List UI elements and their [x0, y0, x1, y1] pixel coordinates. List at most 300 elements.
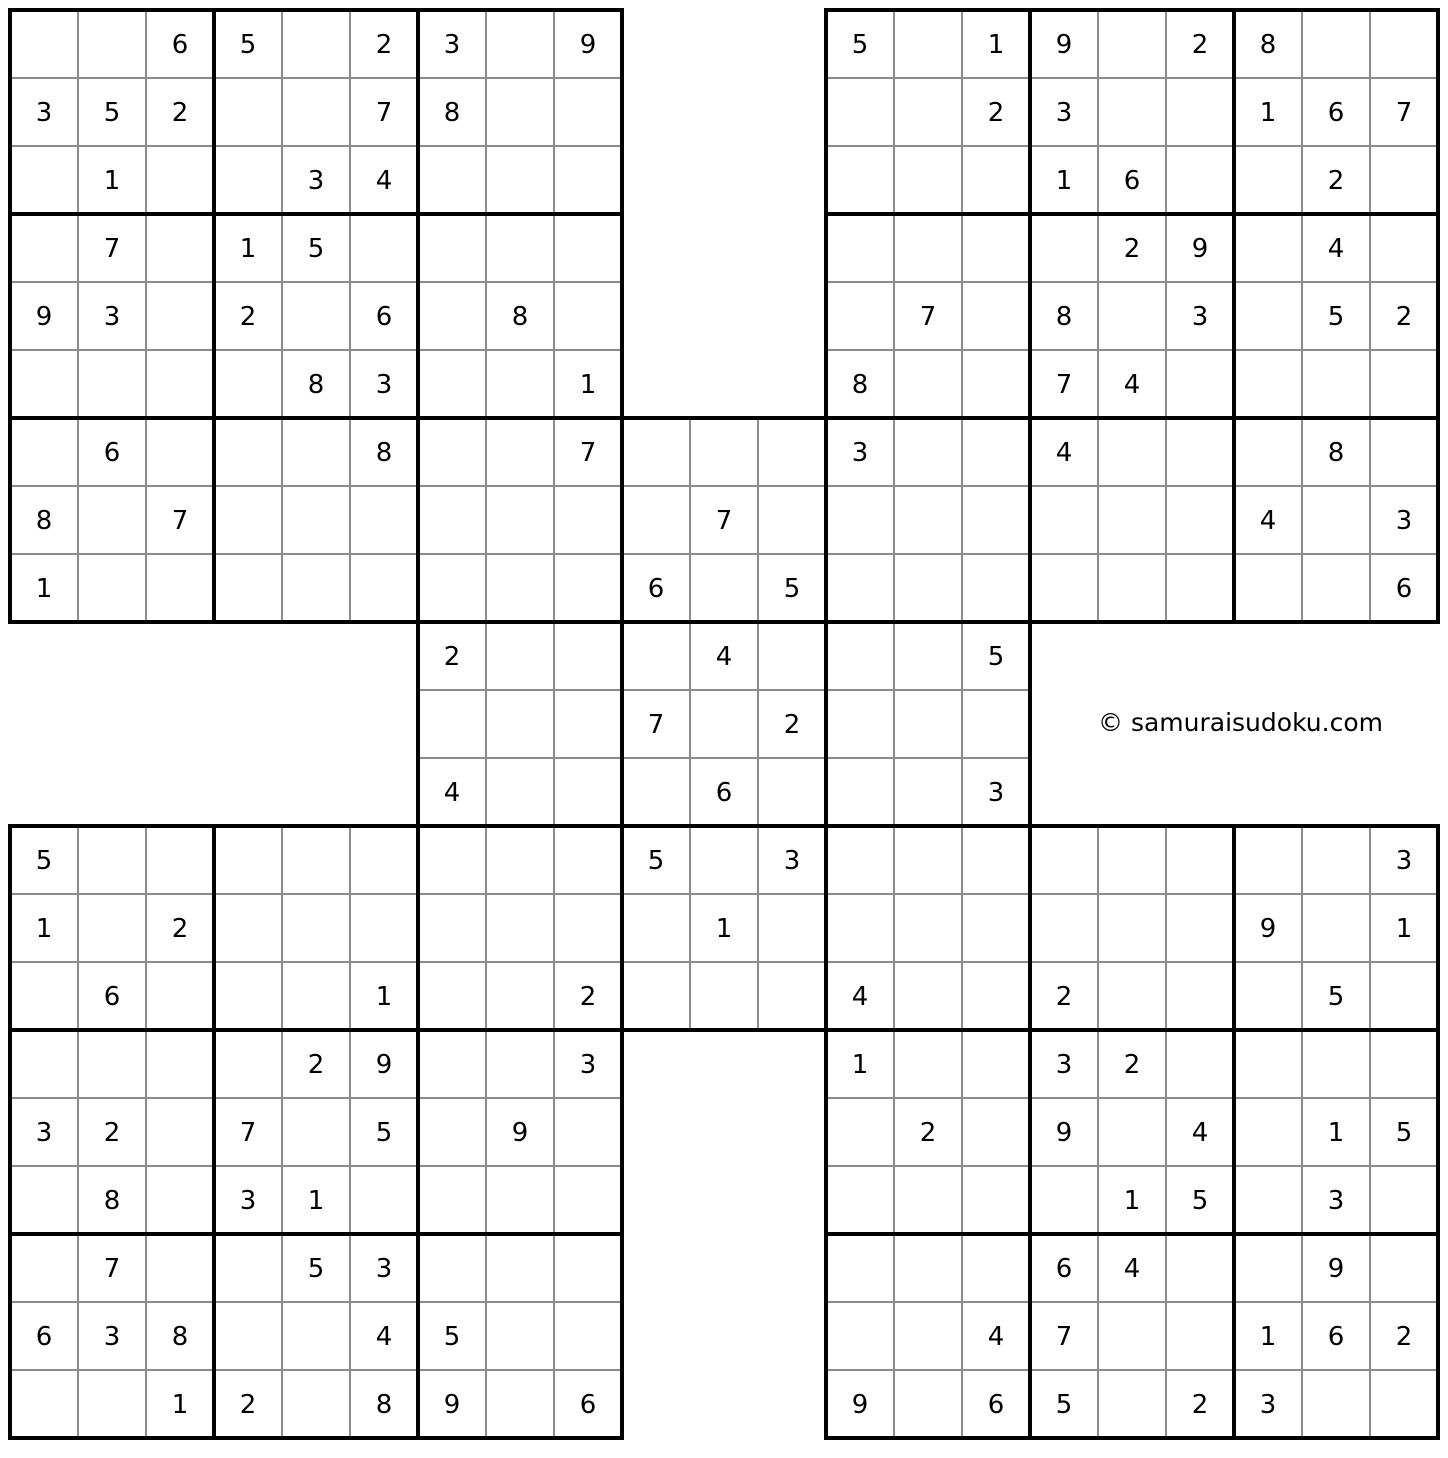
- cell-digit: 2: [1395, 302, 1413, 332]
- cell-digit: 4: [1259, 506, 1277, 536]
- empty-cell[interactable]: [79, 487, 145, 553]
- empty-cell[interactable]: [215, 79, 281, 145]
- empty-cell[interactable]: [147, 827, 213, 893]
- empty-cell[interactable]: [215, 555, 281, 621]
- empty-cell[interactable]: [1371, 351, 1437, 417]
- empty-cell[interactable]: [351, 827, 417, 893]
- cell-digit: 1: [1395, 914, 1413, 944]
- empty-cell[interactable]: [1167, 147, 1233, 213]
- empty-cell[interactable]: [1167, 79, 1233, 145]
- cell-digit: 5: [1191, 1186, 1209, 1216]
- cell-digit: 3: [1327, 1186, 1345, 1216]
- empty-cell[interactable]: [555, 79, 621, 145]
- empty-cell[interactable]: [215, 827, 281, 893]
- empty-cell[interactable]: [1371, 419, 1437, 485]
- empty-cell[interactable]: [1371, 1031, 1437, 1097]
- empty-cell[interactable]: [419, 555, 485, 621]
- empty-cell[interactable]: [1235, 147, 1301, 213]
- empty-cell[interactable]: [895, 555, 961, 621]
- empty-cell[interactable]: [963, 963, 1029, 1029]
- empty-cell[interactable]: [215, 1031, 281, 1097]
- empty-cell[interactable]: [555, 623, 621, 689]
- cell-digit: 1: [987, 30, 1005, 60]
- empty-cell[interactable]: [895, 147, 961, 213]
- empty-cell[interactable]: [487, 963, 553, 1029]
- empty-cell[interactable]: [419, 1167, 485, 1233]
- empty-cell[interactable]: [555, 827, 621, 893]
- empty-cell[interactable]: [1303, 11, 1369, 77]
- empty-cell[interactable]: [351, 215, 417, 281]
- empty-cell[interactable]: [963, 1031, 1029, 1097]
- empty-cell[interactable]: [1303, 1371, 1369, 1437]
- empty-cell[interactable]: [487, 147, 553, 213]
- empty-cell[interactable]: [963, 351, 1029, 417]
- empty-cell[interactable]: [895, 1167, 961, 1233]
- empty-cell[interactable]: [419, 1235, 485, 1301]
- empty-cell[interactable]: [1031, 555, 1097, 621]
- empty-cell[interactable]: [759, 623, 825, 689]
- empty-cell[interactable]: [1167, 827, 1233, 893]
- cell-digit: 9: [1055, 30, 1073, 60]
- empty-cell[interactable]: [147, 1167, 213, 1233]
- empty-cell[interactable]: [215, 351, 281, 417]
- empty-cell[interactable]: [1031, 895, 1097, 961]
- cell-digit: 6: [103, 982, 121, 1012]
- empty-cell[interactable]: [283, 11, 349, 77]
- cell-digit: 5: [307, 1254, 325, 1284]
- empty-cell[interactable]: [1371, 1235, 1437, 1301]
- empty-cell[interactable]: [11, 147, 77, 213]
- empty-cell[interactable]: [1371, 1371, 1437, 1437]
- cell-digit: 3: [375, 1254, 393, 1284]
- empty-cell[interactable]: [963, 487, 1029, 553]
- empty-cell[interactable]: [1167, 487, 1233, 553]
- empty-cell[interactable]: [1235, 1167, 1301, 1233]
- empty-cell[interactable]: [79, 555, 145, 621]
- empty-cell[interactable]: [555, 691, 621, 757]
- cell-digit: 8: [1259, 30, 1277, 60]
- cell-digit: 9: [375, 1050, 393, 1080]
- empty-cell[interactable]: [79, 11, 145, 77]
- empty-cell[interactable]: [963, 419, 1029, 485]
- cell-digit: 1: [715, 914, 733, 944]
- empty-cell[interactable]: [827, 487, 893, 553]
- cell-digit: 9: [1191, 234, 1209, 264]
- empty-cell[interactable]: [11, 963, 77, 1029]
- empty-cell[interactable]: [215, 1235, 281, 1301]
- empty-cell[interactable]: [1099, 1371, 1165, 1437]
- empty-cell[interactable]: [827, 1235, 893, 1301]
- empty-cell[interactable]: [1303, 1031, 1369, 1097]
- cell-digit: 2: [1123, 1050, 1141, 1080]
- empty-cell[interactable]: [283, 1099, 349, 1165]
- cell-digit: 2: [1191, 1390, 1209, 1420]
- empty-cell[interactable]: [1099, 11, 1165, 77]
- empty-cell[interactable]: [419, 283, 485, 349]
- empty-cell[interactable]: [1099, 419, 1165, 485]
- empty-cell[interactable]: [215, 147, 281, 213]
- empty-cell[interactable]: [1303, 827, 1369, 893]
- empty-cell[interactable]: [1099, 283, 1165, 349]
- cell-digit: 8: [375, 438, 393, 468]
- empty-cell[interactable]: [555, 1303, 621, 1369]
- empty-cell[interactable]: [555, 215, 621, 281]
- empty-cell[interactable]: [555, 1099, 621, 1165]
- empty-cell[interactable]: [215, 487, 281, 553]
- empty-cell[interactable]: [827, 1303, 893, 1369]
- cell-digit: 4: [375, 1322, 393, 1352]
- empty-cell[interactable]: [79, 1031, 145, 1097]
- cell-digit: 5: [1055, 1390, 1073, 1420]
- empty-cell[interactable]: [419, 419, 485, 485]
- empty-cell[interactable]: [895, 11, 961, 77]
- empty-cell[interactable]: [215, 963, 281, 1029]
- cell-digit: 5: [851, 30, 869, 60]
- empty-cell[interactable]: [1099, 895, 1165, 961]
- empty-cell[interactable]: [1235, 351, 1301, 417]
- cell-digit: 3: [35, 98, 53, 128]
- empty-cell[interactable]: [283, 1371, 349, 1437]
- empty-cell[interactable]: [895, 215, 961, 281]
- empty-cell[interactable]: [1031, 1167, 1097, 1233]
- empty-cell[interactable]: [1031, 215, 1097, 281]
- empty-cell[interactable]: [759, 759, 825, 825]
- empty-cell[interactable]: [147, 351, 213, 417]
- empty-cell[interactable]: [283, 1303, 349, 1369]
- empty-cell[interactable]: [283, 895, 349, 961]
- cell-digit: 1: [35, 914, 53, 944]
- empty-cell[interactable]: [691, 963, 757, 1029]
- empty-cell[interactable]: [487, 215, 553, 281]
- empty-cell[interactable]: [623, 623, 689, 689]
- cell-digit: 7: [239, 1118, 257, 1148]
- empty-cell[interactable]: [1167, 351, 1233, 417]
- empty-cell[interactable]: [691, 419, 757, 485]
- empty-cell[interactable]: [79, 895, 145, 961]
- cell-digit: 2: [171, 914, 189, 944]
- empty-cell[interactable]: [1235, 555, 1301, 621]
- empty-cell[interactable]: [215, 419, 281, 485]
- cell-digit: 4: [987, 1322, 1005, 1352]
- empty-cell[interactable]: [1167, 555, 1233, 621]
- empty-cell[interactable]: [351, 895, 417, 961]
- cell-digit: 3: [307, 166, 325, 196]
- empty-cell[interactable]: [487, 1371, 553, 1437]
- empty-cell[interactable]: [11, 1031, 77, 1097]
- cell-digit: 3: [443, 30, 461, 60]
- empty-cell[interactable]: [419, 1031, 485, 1097]
- cell-digit: 1: [851, 1050, 869, 1080]
- empty-cell[interactable]: [1167, 419, 1233, 485]
- empty-cell[interactable]: [759, 963, 825, 1029]
- cell-digit: 6: [375, 302, 393, 332]
- empty-cell[interactable]: [11, 1167, 77, 1233]
- empty-cell[interactable]: [827, 283, 893, 349]
- empty-cell[interactable]: [147, 1099, 213, 1165]
- empty-cell[interactable]: [419, 487, 485, 553]
- cell-digit: 7: [1055, 1322, 1073, 1352]
- empty-cell[interactable]: [1099, 827, 1165, 893]
- empty-cell[interactable]: [147, 1031, 213, 1097]
- empty-cell[interactable]: [895, 487, 961, 553]
- empty-cell[interactable]: [487, 1031, 553, 1097]
- empty-cell[interactable]: [487, 11, 553, 77]
- empty-cell[interactable]: [759, 487, 825, 553]
- empty-cell[interactable]: [419, 691, 485, 757]
- cell-digit: 1: [1327, 1118, 1345, 1148]
- empty-cell[interactable]: [283, 283, 349, 349]
- empty-cell[interactable]: [555, 283, 621, 349]
- empty-cell[interactable]: [1303, 895, 1369, 961]
- empty-cell[interactable]: [419, 351, 485, 417]
- cell-digit: 6: [1327, 1322, 1345, 1352]
- empty-cell[interactable]: [895, 895, 961, 961]
- empty-cell[interactable]: [351, 555, 417, 621]
- empty-cell[interactable]: [827, 147, 893, 213]
- empty-cell[interactable]: [1167, 1235, 1233, 1301]
- empty-cell[interactable]: [555, 895, 621, 961]
- empty-cell[interactable]: [1371, 1167, 1437, 1233]
- cell-digit: 3: [103, 1322, 121, 1352]
- empty-cell[interactable]: [79, 827, 145, 893]
- empty-cell[interactable]: [963, 691, 1029, 757]
- empty-cell[interactable]: [487, 555, 553, 621]
- empty-cell[interactable]: [79, 1371, 145, 1437]
- empty-cell[interactable]: [827, 827, 893, 893]
- empty-cell[interactable]: [555, 555, 621, 621]
- empty-cell[interactable]: [555, 147, 621, 213]
- empty-cell[interactable]: [623, 487, 689, 553]
- cell-digit: 1: [1259, 98, 1277, 128]
- empty-cell[interactable]: [1235, 963, 1301, 1029]
- empty-cell[interactable]: [555, 1235, 621, 1301]
- empty-cell[interactable]: [283, 487, 349, 553]
- empty-cell[interactable]: [895, 1371, 961, 1437]
- empty-cell[interactable]: [1099, 487, 1165, 553]
- empty-cell[interactable]: [1235, 215, 1301, 281]
- empty-cell[interactable]: [827, 1167, 893, 1233]
- empty-cell[interactable]: [487, 895, 553, 961]
- empty-cell[interactable]: [419, 215, 485, 281]
- empty-cell[interactable]: [827, 895, 893, 961]
- empty-cell[interactable]: [1235, 827, 1301, 893]
- empty-cell[interactable]: [963, 1167, 1029, 1233]
- empty-cell[interactable]: [963, 215, 1029, 281]
- cell-digit: 1: [1055, 166, 1073, 196]
- cell-digit: 3: [987, 778, 1005, 808]
- empty-cell[interactable]: [1099, 1099, 1165, 1165]
- empty-cell[interactable]: [283, 827, 349, 893]
- empty-cell[interactable]: [487, 1167, 553, 1233]
- cell-digit: 2: [987, 98, 1005, 128]
- empty-cell[interactable]: [963, 147, 1029, 213]
- empty-cell[interactable]: [827, 79, 893, 145]
- empty-cell[interactable]: [283, 419, 349, 485]
- empty-cell[interactable]: [487, 487, 553, 553]
- empty-cell[interactable]: [11, 419, 77, 485]
- empty-cell[interactable]: [1099, 963, 1165, 1029]
- cell-digit: 1: [1123, 1186, 1141, 1216]
- cell-digit: 9: [1327, 1254, 1345, 1284]
- empty-cell[interactable]: [691, 555, 757, 621]
- cell-digit: 4: [715, 642, 733, 672]
- empty-cell[interactable]: [147, 419, 213, 485]
- empty-cell[interactable]: [827, 759, 893, 825]
- cell-digit: 9: [443, 1390, 461, 1420]
- empty-cell[interactable]: [1167, 1031, 1233, 1097]
- empty-cell[interactable]: [1303, 487, 1369, 553]
- empty-cell[interactable]: [487, 79, 553, 145]
- cell-digit: 7: [103, 1254, 121, 1284]
- empty-cell[interactable]: [11, 1371, 77, 1437]
- empty-cell[interactable]: [1235, 419, 1301, 485]
- empty-cell[interactable]: [895, 827, 961, 893]
- empty-cell[interactable]: [1235, 1031, 1301, 1097]
- empty-cell[interactable]: [11, 351, 77, 417]
- empty-cell[interactable]: [895, 1303, 961, 1369]
- empty-cell[interactable]: [555, 1167, 621, 1233]
- empty-cell[interactable]: [487, 1235, 553, 1301]
- empty-cell[interactable]: [963, 283, 1029, 349]
- cell-digit: 9: [1259, 914, 1277, 944]
- empty-cell[interactable]: [11, 215, 77, 281]
- empty-cell[interactable]: [351, 1167, 417, 1233]
- empty-cell[interactable]: [1235, 1235, 1301, 1301]
- empty-cell[interactable]: [1167, 895, 1233, 961]
- empty-cell[interactable]: [1371, 963, 1437, 1029]
- empty-cell[interactable]: [827, 691, 893, 757]
- empty-cell[interactable]: [759, 895, 825, 961]
- empty-cell[interactable]: [419, 963, 485, 1029]
- empty-cell[interactable]: [1303, 351, 1369, 417]
- empty-cell[interactable]: [1099, 79, 1165, 145]
- empty-cell[interactable]: [487, 419, 553, 485]
- empty-cell[interactable]: [895, 759, 961, 825]
- cell-digit: 6: [579, 1390, 597, 1420]
- empty-cell[interactable]: [11, 1235, 77, 1301]
- empty-cell[interactable]: [147, 283, 213, 349]
- empty-cell[interactable]: [963, 895, 1029, 961]
- empty-cell[interactable]: [283, 963, 349, 1029]
- empty-cell[interactable]: [691, 691, 757, 757]
- empty-cell[interactable]: [1371, 215, 1437, 281]
- empty-cell[interactable]: [487, 623, 553, 689]
- empty-cell[interactable]: [691, 827, 757, 893]
- empty-cell[interactable]: [827, 623, 893, 689]
- empty-cell[interactable]: [351, 487, 417, 553]
- empty-cell[interactable]: [215, 895, 281, 961]
- empty-cell[interactable]: [895, 351, 961, 417]
- cell-digit: 8: [103, 1186, 121, 1216]
- empty-cell[interactable]: [487, 759, 553, 825]
- cell-digit: 6: [35, 1322, 53, 1352]
- empty-cell[interactable]: [1235, 283, 1301, 349]
- empty-cell[interactable]: [1167, 963, 1233, 1029]
- empty-cell[interactable]: [555, 487, 621, 553]
- empty-cell[interactable]: [895, 623, 961, 689]
- cell-digit: 7: [171, 506, 189, 536]
- cell-digit: 1: [171, 1390, 189, 1420]
- empty-cell[interactable]: [895, 691, 961, 757]
- empty-cell[interactable]: [827, 1099, 893, 1165]
- empty-cell[interactable]: [895, 419, 961, 485]
- cell-digit: 3: [1259, 1390, 1277, 1420]
- cell-digit: 2: [375, 30, 393, 60]
- empty-cell[interactable]: [1303, 555, 1369, 621]
- empty-cell[interactable]: [419, 895, 485, 961]
- empty-cell[interactable]: [963, 555, 1029, 621]
- cell-digit: 1: [1259, 1322, 1277, 1352]
- empty-cell[interactable]: [147, 147, 213, 213]
- empty-cell[interactable]: [419, 147, 485, 213]
- cell-digit: 2: [579, 982, 597, 1012]
- empty-cell[interactable]: [623, 895, 689, 961]
- empty-cell[interactable]: [827, 215, 893, 281]
- empty-cell[interactable]: [895, 1235, 961, 1301]
- cell-digit: 1: [103, 166, 121, 196]
- empty-cell[interactable]: [1099, 555, 1165, 621]
- empty-cell[interactable]: [895, 1031, 961, 1097]
- empty-cell[interactable]: [623, 419, 689, 485]
- cell-digit: 3: [103, 302, 121, 332]
- cell-digit: 2: [1123, 234, 1141, 264]
- empty-cell[interactable]: [895, 79, 961, 145]
- empty-cell[interactable]: [1235, 1099, 1301, 1165]
- empty-cell[interactable]: [147, 215, 213, 281]
- empty-cell[interactable]: [283, 79, 349, 145]
- cell-digit: 9: [579, 30, 597, 60]
- empty-cell[interactable]: [623, 759, 689, 825]
- empty-cell[interactable]: [759, 419, 825, 485]
- empty-cell[interactable]: [419, 1099, 485, 1165]
- empty-cell[interactable]: [1031, 487, 1097, 553]
- empty-cell[interactable]: [1031, 827, 1097, 893]
- empty-cell[interactable]: [487, 691, 553, 757]
- empty-cell[interactable]: [487, 1303, 553, 1369]
- empty-cell[interactable]: [487, 351, 553, 417]
- empty-cell[interactable]: [147, 963, 213, 1029]
- cell-digit: 6: [171, 30, 189, 60]
- empty-cell[interactable]: [1371, 147, 1437, 213]
- empty-cell[interactable]: [1099, 1303, 1165, 1369]
- empty-cell[interactable]: [623, 963, 689, 1029]
- empty-cell[interactable]: [147, 555, 213, 621]
- cell-digit: 2: [307, 1050, 325, 1080]
- cell-digit: 8: [1055, 302, 1073, 332]
- empty-cell[interactable]: [555, 759, 621, 825]
- empty-cell[interactable]: [1371, 11, 1437, 77]
- cell-digit: 5: [375, 1118, 393, 1148]
- cell-digit: 7: [103, 234, 121, 264]
- cell-digit: 7: [715, 506, 733, 536]
- empty-cell[interactable]: [11, 11, 77, 77]
- empty-cell[interactable]: [827, 555, 893, 621]
- empty-cell[interactable]: [419, 827, 485, 893]
- cell-digit: 5: [307, 234, 325, 264]
- empty-cell[interactable]: [147, 1235, 213, 1301]
- empty-cell[interactable]: [963, 1235, 1029, 1301]
- cell-digit: 6: [103, 438, 121, 468]
- empty-cell[interactable]: [963, 1099, 1029, 1165]
- empty-cell[interactable]: [1167, 1303, 1233, 1369]
- empty-cell[interactable]: [963, 827, 1029, 893]
- empty-cell[interactable]: [283, 555, 349, 621]
- empty-cell[interactable]: [215, 1303, 281, 1369]
- cell-digit: 9: [35, 302, 53, 332]
- empty-cell[interactable]: [487, 827, 553, 893]
- empty-cell[interactable]: [79, 351, 145, 417]
- empty-cell[interactable]: [895, 963, 961, 1029]
